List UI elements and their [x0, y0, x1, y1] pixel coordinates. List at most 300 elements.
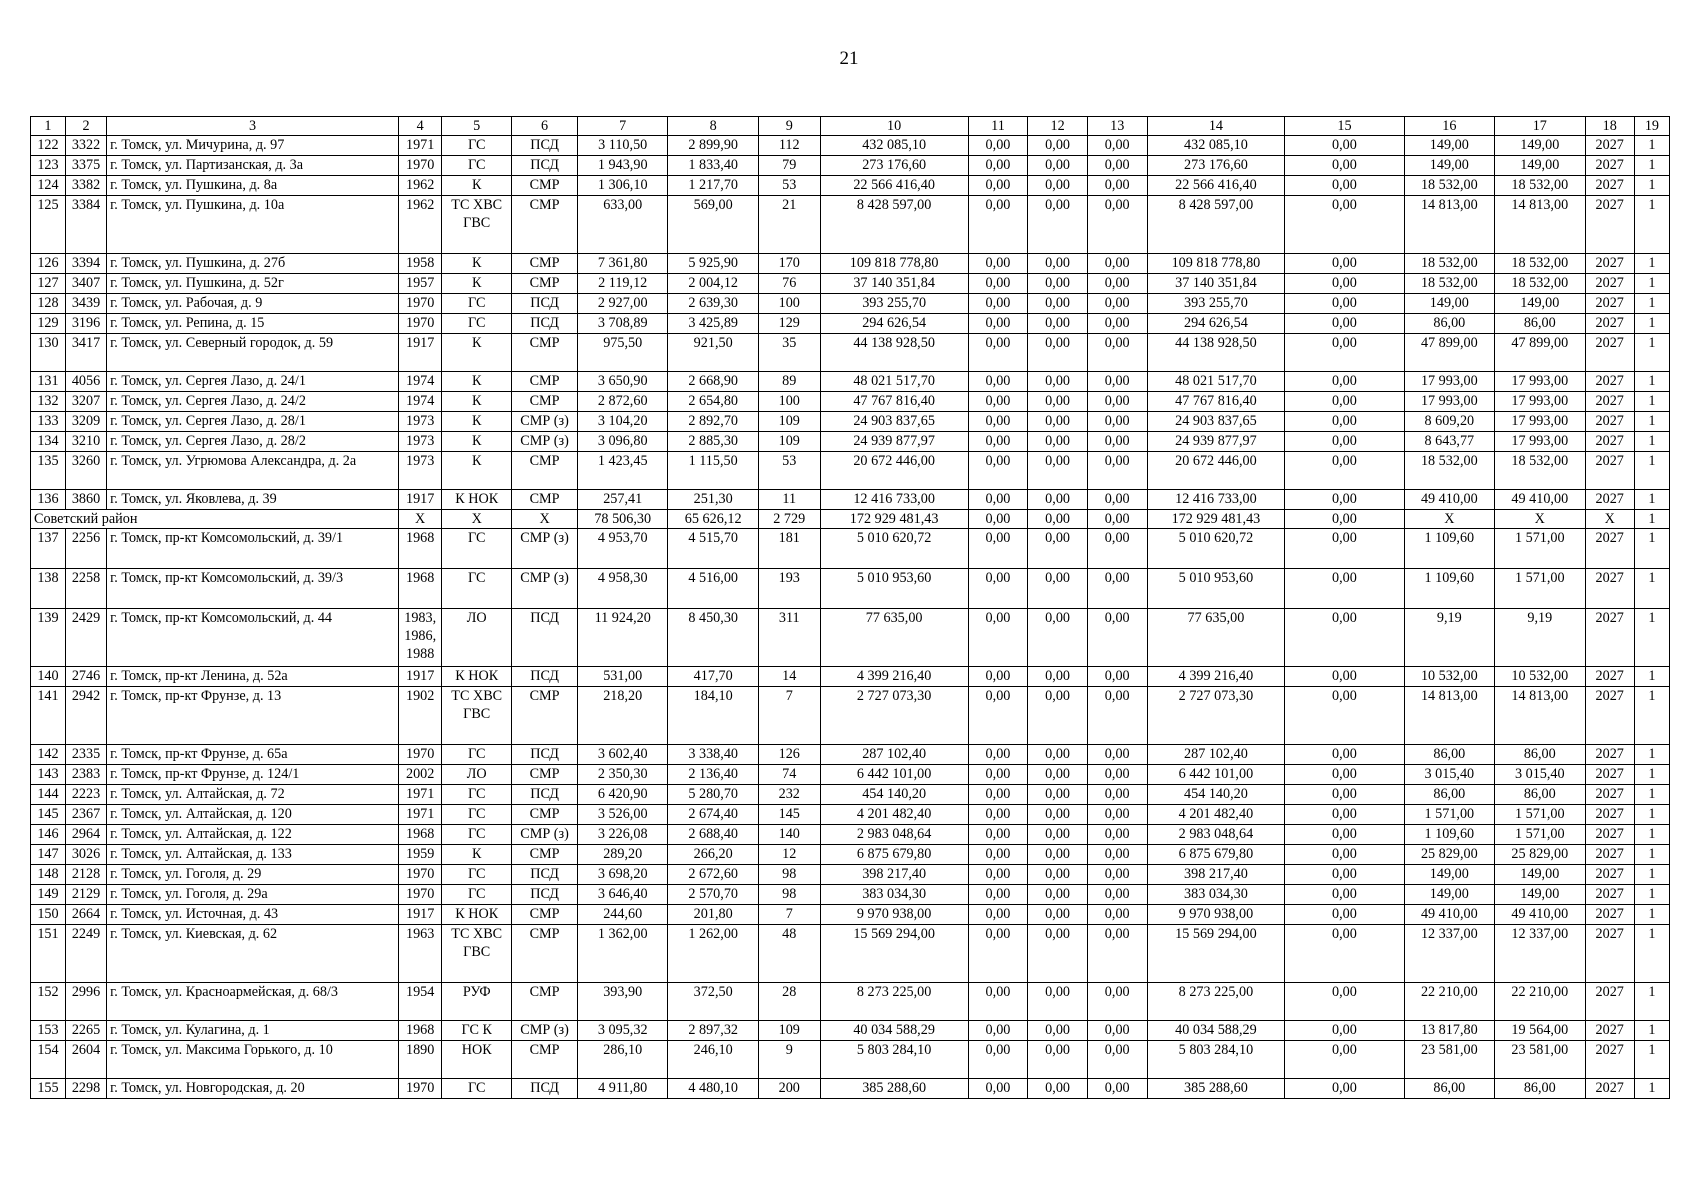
- table-cell: 2027: [1585, 667, 1634, 687]
- table-cell: К НОК: [442, 490, 512, 510]
- table-cell: 398 217,40: [1147, 865, 1285, 885]
- table-cell: 1: [1634, 529, 1669, 569]
- table-cell: СМР: [512, 845, 578, 865]
- table-cell: 0,00: [968, 314, 1028, 334]
- table-cell: 1 943,90: [577, 156, 667, 176]
- table-cell: 1959: [399, 845, 442, 865]
- table-cell: 2128: [65, 865, 106, 885]
- table-cell: 25 829,00: [1404, 845, 1494, 865]
- table-cell: г. Томск, пр-кт Комсомольский, д. 39/3: [107, 569, 399, 609]
- table-cell: ГС: [442, 865, 512, 885]
- table-cell: г. Томск, ул. Пушкина, д. 52г: [107, 274, 399, 294]
- table-cell: г. Томск, пр-кт Комсомольский, д. 39/1: [107, 529, 399, 569]
- table-cell: К: [442, 334, 512, 372]
- table-cell: 0,00: [968, 412, 1028, 432]
- table-cell: 0,00: [1285, 1021, 1404, 1041]
- table-cell: 1973: [399, 432, 442, 452]
- table-cell: 65 626,12: [668, 510, 758, 529]
- table-cell: г. Томск, пр-кт Фрунзе, д. 124/1: [107, 765, 399, 785]
- table-cell: 14 813,00: [1495, 687, 1585, 745]
- table-cell: 8 428 597,00: [1147, 196, 1285, 254]
- table-cell: г. Томск, ул. Кулагина, д. 1: [107, 1021, 399, 1041]
- table-cell: 22 566 416,40: [820, 176, 968, 196]
- table-cell: 28: [758, 983, 820, 1021]
- table-cell: 0,00: [1285, 609, 1404, 667]
- table-cell: 0,00: [1087, 196, 1147, 254]
- table-cell: НОК: [442, 1041, 512, 1079]
- table-cell: 2027: [1585, 156, 1634, 176]
- table-cell: СМР: [512, 765, 578, 785]
- table-cell: 138: [31, 569, 66, 609]
- table-cell: 4 953,70: [577, 529, 667, 569]
- table-row: [31, 412, 1670, 432]
- table-cell: 3 015,40: [1404, 765, 1494, 785]
- table-cell: 1983, 1986, 1988: [399, 609, 442, 667]
- table-cell: 8 273 225,00: [820, 983, 968, 1021]
- table-cell: 383 034,30: [1147, 885, 1285, 905]
- table-cell: г. Томск, ул. Репина, д. 15: [107, 314, 399, 334]
- table-cell: 0,00: [968, 925, 1028, 983]
- table-cell: СМР: [512, 983, 578, 1021]
- table-cell: 1962: [399, 176, 442, 196]
- table-row: [31, 1021, 1670, 1041]
- table-row: [31, 156, 1670, 176]
- table-cell: 2 672,60: [668, 865, 758, 885]
- table-row: [31, 865, 1670, 885]
- table-cell: 142: [31, 745, 66, 765]
- table-cell: 0,00: [1028, 905, 1088, 925]
- table-cell: 0,00: [1285, 432, 1404, 452]
- table-cell: 109: [758, 432, 820, 452]
- table-cell: 109: [758, 412, 820, 432]
- table-cell: 0,00: [968, 1079, 1028, 1099]
- table-cell: 129: [758, 314, 820, 334]
- table-cell: 0,00: [1285, 254, 1404, 274]
- table-cell: 15 569 294,00: [1147, 925, 1285, 983]
- table-cell: ПСД: [512, 136, 578, 156]
- table-cell: 126: [758, 745, 820, 765]
- table-cell: 2027: [1585, 805, 1634, 825]
- table-cell: 6 442 101,00: [1147, 765, 1285, 785]
- table-cell: 0,00: [1028, 785, 1088, 805]
- table-cell: 135: [31, 452, 66, 490]
- table-cell: 149,00: [1495, 136, 1585, 156]
- table-cell: 0,00: [1028, 156, 1088, 176]
- table-cell: ГС: [442, 805, 512, 825]
- table-cell: 0,00: [968, 667, 1028, 687]
- table-cell: 0,00: [1087, 765, 1147, 785]
- table-cell: 1963: [399, 925, 442, 983]
- table-cell: г. Томск, ул. Гоголя, д. 29: [107, 865, 399, 885]
- table-cell: 4 201 482,40: [820, 805, 968, 825]
- table-cell: 3 698,20: [577, 865, 667, 885]
- table-cell: 1970: [399, 885, 442, 905]
- table-cell: 149,00: [1495, 294, 1585, 314]
- table-cell: 86,00: [1404, 785, 1494, 805]
- table-cell: 12: [758, 845, 820, 865]
- table-cell: 0,00: [1028, 687, 1088, 745]
- table-cell: 0,00: [968, 334, 1028, 372]
- table-cell: 0,00: [968, 432, 1028, 452]
- table-cell: 0,00: [968, 196, 1028, 254]
- table-cell: 24 903 837,65: [820, 412, 968, 432]
- table-cell: 0,00: [968, 294, 1028, 314]
- table-cell: 2027: [1585, 412, 1634, 432]
- table-cell: 0,00: [1087, 983, 1147, 1021]
- table-cell: 0,00: [1028, 529, 1088, 569]
- table-cell: 5 010 620,72: [820, 529, 968, 569]
- table-cell: 0,00: [968, 825, 1028, 845]
- table-cell: 3860: [65, 490, 106, 510]
- table-cell: 569,00: [668, 196, 758, 254]
- table-cell: 454 140,20: [820, 785, 968, 805]
- table-cell: 98: [758, 885, 820, 905]
- table-cell: 0,00: [1285, 845, 1404, 865]
- table-cell: 0,00: [1087, 334, 1147, 372]
- table-cell: К: [442, 274, 512, 294]
- table-cell: 1 833,40: [668, 156, 758, 176]
- table-cell: 0,00: [1087, 845, 1147, 865]
- table-cell: 2367: [65, 805, 106, 825]
- table-cell: 130: [31, 334, 66, 372]
- table-cell: 1970: [399, 156, 442, 176]
- table-cell: ГС: [442, 314, 512, 334]
- table-cell: 151: [31, 925, 66, 983]
- table-cell: 0,00: [968, 805, 1028, 825]
- table-cell: 47 899,00: [1404, 334, 1494, 372]
- table-cell: 1 571,00: [1495, 529, 1585, 569]
- table-row: [31, 274, 1670, 294]
- table-cell: 3322: [65, 136, 106, 156]
- table-cell: 9 970 938,00: [1147, 905, 1285, 925]
- table-cell: СМР: [512, 254, 578, 274]
- table-cell: 2 136,40: [668, 765, 758, 785]
- table-cell: 25 829,00: [1495, 845, 1585, 865]
- table-row: [31, 885, 1670, 905]
- table-cell: 1: [1634, 1079, 1669, 1099]
- table-cell: 0,00: [1028, 254, 1088, 274]
- table-cell: 0,00: [1028, 334, 1088, 372]
- table-cell: 246,10: [668, 1041, 758, 1079]
- table-cell: 0,00: [1087, 905, 1147, 925]
- table-cell: К: [442, 254, 512, 274]
- table-cell: 20 672 446,00: [820, 452, 968, 490]
- table-cell: 3 708,89: [577, 314, 667, 334]
- table-cell: 0,00: [968, 176, 1028, 196]
- column-header: 14: [1147, 117, 1285, 136]
- table-cell: 232: [758, 785, 820, 805]
- table-cell: 0,00: [1028, 609, 1088, 667]
- table-cell: 2129: [65, 885, 106, 905]
- table-cell: 193: [758, 569, 820, 609]
- table-cell: г. Томск, ул. Алтайская, д. 72: [107, 785, 399, 805]
- table-cell: 48 021 517,70: [820, 372, 968, 392]
- table-cell: 77 635,00: [1147, 609, 1285, 667]
- table-cell: 244,60: [577, 905, 667, 925]
- table-cell: 0,00: [1028, 885, 1088, 905]
- column-header: 6: [512, 117, 578, 136]
- table-cell: ТС ХВС ГВС: [442, 196, 512, 254]
- table-cell: 1 571,00: [1495, 569, 1585, 609]
- table-cell: г. Томск, ул. Максима Горького, д. 10: [107, 1041, 399, 1079]
- table-cell: 1: [1634, 687, 1669, 745]
- table-cell: ЛО: [442, 609, 512, 667]
- table-cell: 3196: [65, 314, 106, 334]
- table-cell: 2 727 073,30: [1147, 687, 1285, 745]
- table-cell: Х: [512, 510, 578, 529]
- table-cell: 3382: [65, 176, 106, 196]
- table-cell: 2027: [1585, 745, 1634, 765]
- table-cell: г. Томск, пр-кт Комсомольский, д. 44: [107, 609, 399, 667]
- table-cell: 4 399 216,40: [820, 667, 968, 687]
- table-cell: 12 416 733,00: [1147, 490, 1285, 510]
- table-cell: 3407: [65, 274, 106, 294]
- table-cell: 0,00: [1028, 314, 1088, 334]
- table-cell: 0,00: [1285, 687, 1404, 745]
- table-cell: 0,00: [1285, 667, 1404, 687]
- table-cell: г. Томск, пр-кт Фрунзе, д. 65а: [107, 745, 399, 765]
- table-cell: 1974: [399, 392, 442, 412]
- table-cell: 0,00: [968, 1021, 1028, 1041]
- table-cell: 266,20: [668, 845, 758, 865]
- page-number: 21: [839, 48, 859, 69]
- table-cell: 8 643,77: [1404, 432, 1494, 452]
- table-cell: 294 626,54: [820, 314, 968, 334]
- table-cell: 432 085,10: [820, 136, 968, 156]
- column-header: 5: [442, 117, 512, 136]
- table-cell: 0,00: [1285, 885, 1404, 905]
- table-cell: 0,00: [1028, 1021, 1088, 1041]
- table-cell: 0,00: [1028, 294, 1088, 314]
- column-header: 3: [107, 117, 399, 136]
- table-cell: 0,00: [1087, 1079, 1147, 1099]
- table-cell: 1: [1634, 983, 1669, 1021]
- table-cell: 1974: [399, 372, 442, 392]
- table-cell: 1971: [399, 136, 442, 156]
- table-cell: 0,00: [1285, 529, 1404, 569]
- table-cell: 1: [1634, 667, 1669, 687]
- table-cell: 287 102,40: [820, 745, 968, 765]
- table-cell: 2027: [1585, 1079, 1634, 1099]
- table-cell: 4 399 216,40: [1147, 667, 1285, 687]
- table-cell: 0,00: [1087, 687, 1147, 745]
- table-cell: 17 993,00: [1495, 412, 1585, 432]
- table-cell: 1954: [399, 983, 442, 1021]
- column-header: 9: [758, 117, 820, 136]
- column-header: 8: [668, 117, 758, 136]
- table-cell: СМР: [512, 452, 578, 490]
- table-cell: 112: [758, 136, 820, 156]
- table-cell: 0,00: [968, 983, 1028, 1021]
- table-cell: 3 602,40: [577, 745, 667, 765]
- table-cell: 3 096,80: [577, 432, 667, 452]
- table-cell: 1: [1634, 805, 1669, 825]
- table-cell: 2664: [65, 905, 106, 925]
- table-cell: 201,80: [668, 905, 758, 925]
- table-cell: 145: [31, 805, 66, 825]
- table-cell: 18 532,00: [1404, 274, 1494, 294]
- table-cell: 1: [1634, 372, 1669, 392]
- table-cell: 53: [758, 176, 820, 196]
- table-cell: 0,00: [968, 452, 1028, 490]
- column-header: 7: [577, 117, 667, 136]
- table-cell: 0,00: [968, 254, 1028, 274]
- table-cell: 921,50: [668, 334, 758, 372]
- table-cell: 0,00: [1285, 569, 1404, 609]
- table-cell: 10 532,00: [1495, 667, 1585, 687]
- column-header: 11: [968, 117, 1028, 136]
- table-cell: 1: [1634, 569, 1669, 609]
- table-cell: 9,19: [1404, 609, 1494, 667]
- table-cell: 0,00: [968, 609, 1028, 667]
- table-row: [31, 609, 1670, 667]
- table-cell: 2942: [65, 687, 106, 745]
- table-cell: 35: [758, 334, 820, 372]
- table-cell: 13 817,80: [1404, 1021, 1494, 1041]
- table-cell: 11: [758, 490, 820, 510]
- table-cell: 1: [1634, 745, 1669, 765]
- table-cell: 86,00: [1404, 745, 1494, 765]
- table-cell: 172 929 481,43: [820, 510, 968, 529]
- table-cell: 153: [31, 1021, 66, 1041]
- table-cell: 2027: [1585, 274, 1634, 294]
- table-cell: 0,00: [1285, 983, 1404, 1021]
- table-cell: г. Томск, пр-кт Фрунзе, д. 13: [107, 687, 399, 745]
- table-cell: 2027: [1585, 196, 1634, 254]
- table-cell: 149,00: [1495, 885, 1585, 905]
- table-cell: 432 085,10: [1147, 136, 1285, 156]
- table-cell: 0,00: [1087, 1041, 1147, 1079]
- table-cell: 131: [31, 372, 66, 392]
- table-cell: 127: [31, 274, 66, 294]
- table-cell: 2027: [1585, 314, 1634, 334]
- table-cell: 23 581,00: [1404, 1041, 1494, 1079]
- table-row: [31, 529, 1670, 569]
- table-cell: 0,00: [1028, 196, 1088, 254]
- table-cell: 0,00: [968, 569, 1028, 609]
- table-cell: г. Томск, ул. Северный городок, д. 59: [107, 334, 399, 372]
- table-cell: 0,00: [1087, 529, 1147, 569]
- table-cell: 1 115,50: [668, 452, 758, 490]
- table-cell: 0,00: [1087, 314, 1147, 334]
- table-cell: 1968: [399, 569, 442, 609]
- table-cell: 0,00: [1087, 372, 1147, 392]
- table-cell: 1: [1634, 156, 1669, 176]
- table-cell: 1971: [399, 805, 442, 825]
- table-cell: 0,00: [1087, 785, 1147, 805]
- table-cell: СМР: [512, 805, 578, 825]
- table-cell: 372,50: [668, 983, 758, 1021]
- table-cell: 1962: [399, 196, 442, 254]
- table-cell: 0,00: [1285, 136, 1404, 156]
- table-cell: 0,00: [1028, 865, 1088, 885]
- table-cell: 2 727 073,30: [820, 687, 968, 745]
- table-cell: 2027: [1585, 925, 1634, 983]
- table-cell: 1 571,00: [1404, 805, 1494, 825]
- table-row: [31, 569, 1670, 609]
- table-cell: 109: [758, 1021, 820, 1041]
- table-cell: 251,30: [668, 490, 758, 510]
- column-header: 4: [399, 117, 442, 136]
- table-cell: 5 280,70: [668, 785, 758, 805]
- table-cell: К: [442, 412, 512, 432]
- table-cell: 150: [31, 905, 66, 925]
- table-cell: 2027: [1585, 1041, 1634, 1079]
- table-cell: 9,19: [1495, 609, 1585, 667]
- table-cell: СМР (з): [512, 432, 578, 452]
- table-cell: 0,00: [1087, 609, 1147, 667]
- table-cell: 0,00: [1028, 412, 1088, 432]
- table-cell: 2429: [65, 609, 106, 667]
- table-cell: 1973: [399, 452, 442, 490]
- table-cell: 2 654,80: [668, 392, 758, 412]
- table-cell: 100: [758, 392, 820, 412]
- table-cell: 0,00: [1028, 1079, 1088, 1099]
- table-cell: 1: [1634, 334, 1669, 372]
- table-cell: 146: [31, 825, 66, 845]
- table-cell: 0,00: [1087, 805, 1147, 825]
- table-row: [31, 1041, 1670, 1079]
- table-cell: 86,00: [1404, 314, 1494, 334]
- table-cell: 1: [1634, 490, 1669, 510]
- table-cell: 0,00: [1028, 667, 1088, 687]
- table-cell: СМР: [512, 905, 578, 925]
- table-cell: 49 410,00: [1404, 490, 1494, 510]
- table-cell: 122: [31, 136, 66, 156]
- table-cell: 2 119,12: [577, 274, 667, 294]
- table-cell: 0,00: [1028, 452, 1088, 490]
- column-header: 10: [820, 117, 968, 136]
- table-cell: ПСД: [512, 745, 578, 765]
- table-cell: 3 338,40: [668, 745, 758, 765]
- table-cell: г. Томск, ул. Алтайская, д. 120: [107, 805, 399, 825]
- table-cell: ЛО: [442, 765, 512, 785]
- table-cell: 17 993,00: [1495, 372, 1585, 392]
- table-cell: 0,00: [1285, 452, 1404, 490]
- table-row: [31, 294, 1670, 314]
- table-cell: г. Томск, ул. Источная, д. 43: [107, 905, 399, 925]
- table-cell: 2964: [65, 825, 106, 845]
- table-cell: 0,00: [1285, 334, 1404, 372]
- table-cell: ГС К: [442, 1021, 512, 1041]
- table-cell: 3 650,90: [577, 372, 667, 392]
- table-cell: 398 217,40: [820, 865, 968, 885]
- table-cell: 3260: [65, 452, 106, 490]
- table-cell: 2256: [65, 529, 106, 569]
- table-cell: 7 361,80: [577, 254, 667, 274]
- table-cell: 1970: [399, 865, 442, 885]
- table-cell: 149,00: [1404, 885, 1494, 905]
- table-cell: 125: [31, 196, 66, 254]
- table-cell: ГС: [442, 156, 512, 176]
- table-cell: 0,00: [968, 885, 1028, 905]
- table-cell: 4 516,00: [668, 569, 758, 609]
- table-cell: 0,00: [968, 490, 1028, 510]
- table-row: [31, 667, 1670, 687]
- table-cell: 1 262,00: [668, 925, 758, 983]
- table-cell: 79: [758, 156, 820, 176]
- table-cell: 3209: [65, 412, 106, 432]
- table-cell: ПСД: [512, 294, 578, 314]
- table-cell: 531,00: [577, 667, 667, 687]
- table-cell: 126: [31, 254, 66, 274]
- table-cell: 2265: [65, 1021, 106, 1041]
- table-cell: 140: [758, 825, 820, 845]
- repair-register-table: [30, 116, 1670, 1099]
- table-cell: 1: [1634, 1021, 1669, 1041]
- table-cell: К НОК: [442, 905, 512, 925]
- table-cell: 0,00: [1285, 510, 1404, 529]
